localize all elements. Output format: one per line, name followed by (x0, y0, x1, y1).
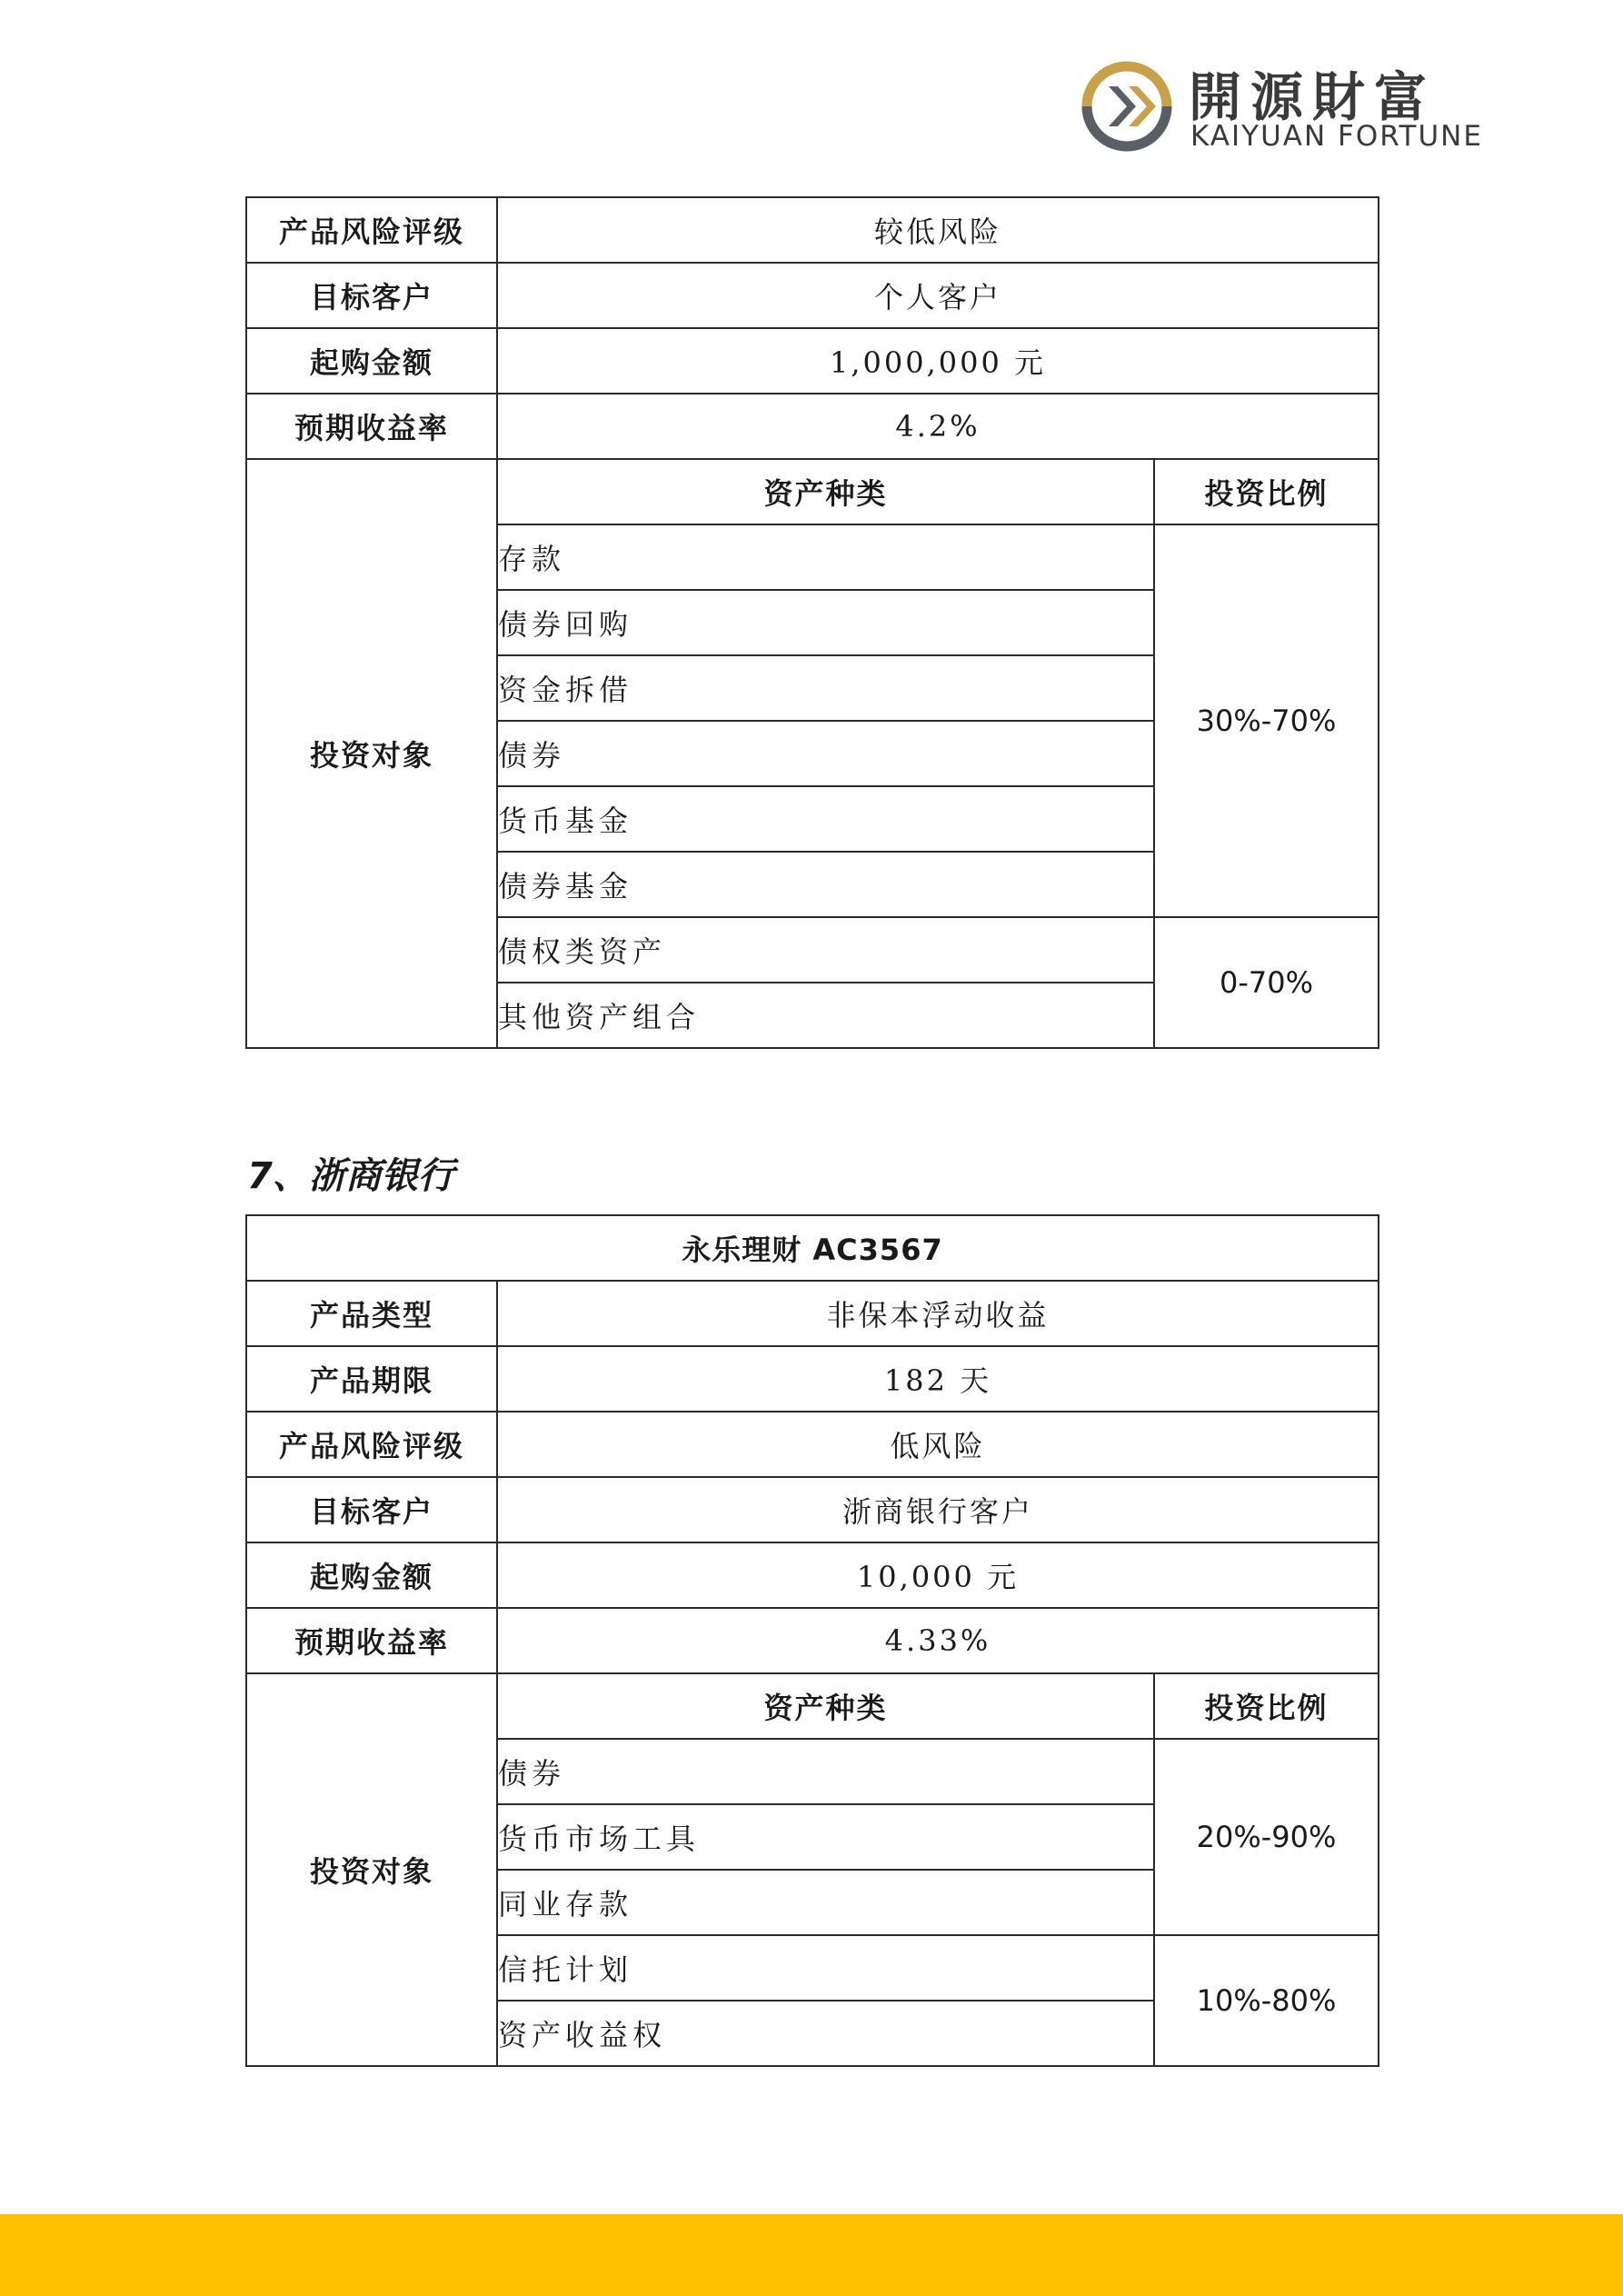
asset-item: 资金拆借 (497, 655, 1154, 721)
asset-item: 债券 (497, 1739, 1154, 1804)
row-label: 预期收益率 (246, 394, 497, 459)
table-row (246, 263, 1379, 328)
row-value: 10,000 元 (497, 1542, 1379, 1608)
section-heading: 7、浙商银行 (247, 1155, 454, 1197)
row-value: 182 天 (497, 1346, 1379, 1412)
row-label: 起购金额 (246, 328, 497, 394)
footer-bar (0, 2214, 1623, 2296)
row-value: 4.2% (497, 394, 1379, 459)
asset-item: 债权类资产 (497, 917, 1154, 983)
row-value: 4.33% (497, 1608, 1379, 1673)
table-row (246, 1346, 1379, 1412)
row-value: 1,000,000 元 (497, 328, 1379, 394)
asset-item: 其他资产组合 (497, 983, 1154, 1048)
table-row (246, 459, 1379, 524)
asset-item: 货币基金 (497, 786, 1154, 852)
table-row (246, 394, 1379, 459)
row-value: 个人客户 (497, 263, 1379, 328)
ratio-value: 10%-80% (1154, 1935, 1379, 2066)
asset-item: 债券回购 (497, 590, 1154, 655)
product-table-1 (245, 196, 1379, 1049)
table-row (246, 1412, 1379, 1477)
asset-item: 资产收益权 (497, 2001, 1154, 2066)
table-row (246, 1281, 1379, 1346)
row-value: 非保本浮动收益 (497, 1281, 1379, 1346)
kaiyuan-logo-icon (1081, 61, 1172, 152)
row-label: 产品风险评级 (246, 1412, 497, 1477)
row-label: 目标客户 (246, 1477, 497, 1542)
asset-item: 货币市场工具 (497, 1804, 1154, 1870)
asset-item: 存款 (497, 524, 1154, 590)
invest-target-label: 投资对象 (246, 1673, 497, 2066)
ratio-value: 20%-90% (1154, 1739, 1379, 1935)
table-row (246, 197, 1379, 263)
product-title: 永乐理财 AC3567 (246, 1215, 1379, 1281)
row-label: 产品风险评级 (246, 197, 497, 263)
row-label: 预期收益率 (246, 1608, 497, 1673)
ratio-value: 0-70% (1154, 917, 1379, 1048)
row-label: 产品类型 (246, 1281, 497, 1346)
table-row (246, 328, 1379, 394)
table-row (246, 1608, 1379, 1673)
row-label: 起购金额 (246, 1542, 497, 1608)
asset-item: 同业存款 (497, 1870, 1154, 1935)
row-value: 低风险 (497, 1412, 1379, 1477)
ratio-value: 30%-70% (1154, 524, 1379, 917)
row-label: 产品期限 (246, 1346, 497, 1412)
row-label: 目标客户 (246, 263, 497, 328)
ratio-header: 投资比例 (1154, 1673, 1379, 1739)
table-row (246, 1215, 1379, 1281)
product-table-2 (245, 1214, 1379, 2067)
row-value: 较低风险 (497, 197, 1379, 263)
ratio-header: 投资比例 (1154, 459, 1379, 524)
logo-chinese-name: 開源財富 (1189, 66, 1437, 128)
asset-type-header: 资产种类 (497, 1673, 1154, 1739)
asset-item: 信托计划 (497, 1935, 1154, 2001)
invest-target-label: 投资对象 (246, 459, 497, 1048)
table-row (246, 1673, 1379, 1739)
logo-english-name: KAIYUAN FORTUNE (1190, 120, 1483, 153)
row-value: 浙商银行客户 (497, 1477, 1379, 1542)
asset-item: 债券基金 (497, 852, 1154, 917)
asset-item: 债券 (497, 721, 1154, 786)
table-row (246, 1477, 1379, 1542)
company-logo (1081, 56, 1499, 156)
table-row (246, 1542, 1379, 1608)
asset-type-header: 资产种类 (497, 459, 1154, 524)
